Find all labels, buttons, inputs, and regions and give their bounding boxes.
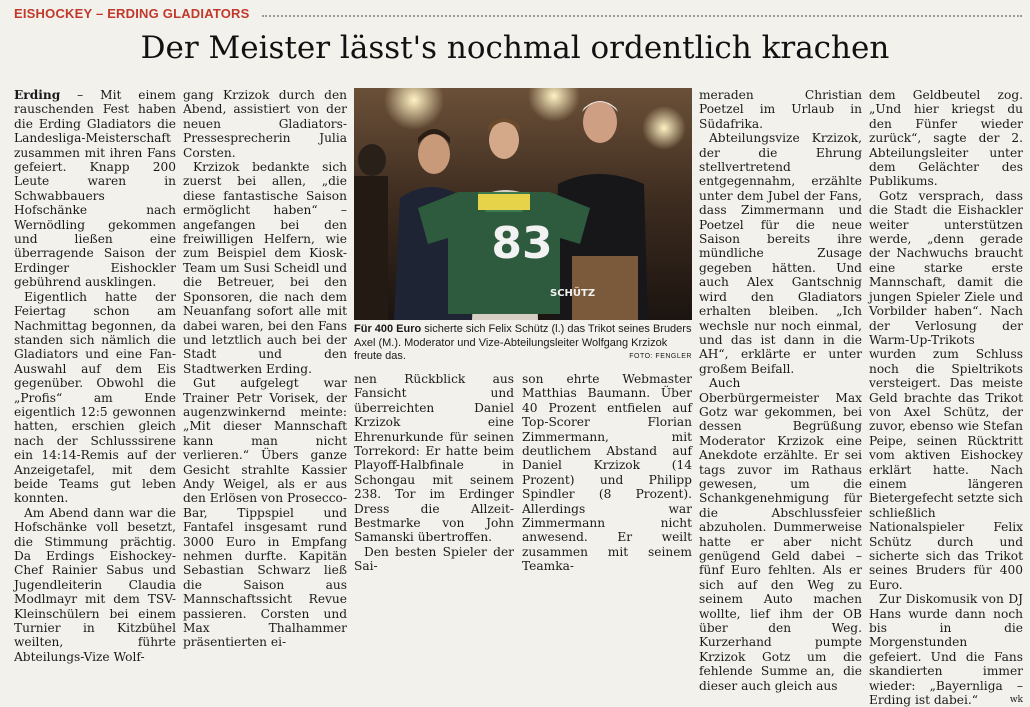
paragraph: Eigentlich hatte der Feiertag schon am Nachmittag begonnen, da standen sich nämlich die Gladiators und eine Fan-Auswahl auf dem Eis gegenüber. Obwohl die „Profis“ am Ende eigentlich 12:5 gewonnen hatten, erschien gleich nach der Schlusssirene ein 14:14-Remis auf der Anzeigetafel, mit dem beide Teams gut leben konnten. — [14, 289, 176, 506]
paragraph: dem Geldbeutel zog. „Und hier kriegst du den Fünfer wieder zurück“, sagte der 2. Abteilungsleiter unter dem Gelächter des Publikums. — [869, 88, 1023, 189]
paragraph: Zur Diskomusik von DJ Hans wurde dann noch bis in die Morgenstunden gefeiert. Und die Fans skandierten immer wieder: „Bayernliga – Erding ist dabei.“ wk — [869, 592, 1023, 707]
paragraph: meraden Christian Poetzel im Urlaub in Südafrika. — [699, 88, 862, 131]
article-headline: Der Meister lässt's nochmal ordentlich krachen — [140, 30, 890, 66]
paragraph: son ehrte Webmaster Matthias Baumann. Über 40 Prozent entfielen auf Top-Scorer Florian Zimmermann, mit deutlichem Abstand auf Daniel Krzizok (14 Prozent) und Philipp Spindler (8 Prozent). Allerdings war Zimmermann nicht anwesend. Er weilt zusammen mit seinem Teamka- — [522, 372, 692, 574]
paragraph: Abteilungsvize Krzizok, der die Ehrung stellvertretend entgegennahm, erzählte unter dem Jubel der Fans, dass Zimmermann und Poetzel für die neue Saison bereits ihre mündliche Zusage gegeben hätten. Und auch Alex Gantschnig wird den Gladiators erhalten bleiben. „Ich wechsle nur noch einmal, und das ist dann in die AH“, erklärte er unter großem Beifall. — [699, 131, 862, 376]
caption-text: sicherte sich Felix Schütz (l.) das Trikot seines Bruders Axel (M.). Moderator und Vize-Abteilungsleiter Wolfgang Krzizok freute das. — [354, 323, 692, 362]
photo-caption — [354, 323, 692, 364]
dateline: Erding — [14, 88, 61, 102]
paragraph: Den besten Spieler der Sai- — [354, 544, 514, 574]
paragraph: Krzizok bedankte sich zuerst bei allen, „die diese fantastische Saison ermöglicht haben“ – angefangen bei den freiwilligen Helfern, wie zum Beispiel dem Kiosk-Team um Susi Scheidl und die Betreuer, bei den Sponsoren, die nach dem Neuanfang sofort alle mit dabei waren, bei den Fans und letztlich auch bei der Stadt und den Stadtwerken Erding. — [183, 160, 347, 376]
paragraph: nen Rückblick aus Fansicht und überreichten Daniel Krzizok eine Ehrenurkunde für seinen Torrekord: Er hatte beim Playoff-Halbfinale in Schongau mit seinem 238. Tor im Erdinger Dress die Allzeit-Bestmarke von John Samanski übertroffen. — [354, 372, 514, 545]
photo-illustration — [354, 88, 692, 320]
author-signature: wk — [1009, 695, 1023, 706]
article-column-3 — [354, 372, 514, 574]
paragraph: gang Krzizok durch den Abend, assistiert von der neuen Gladiators-Pressesprecherin Julia Corsten. — [183, 88, 347, 160]
article-column-6 — [869, 88, 1023, 707]
article-column-2 — [183, 88, 347, 650]
article-column-5 — [699, 88, 862, 693]
section-rubric: EISHOCKEY – ERDING GLADIATORS — [14, 6, 250, 21]
paragraph: Am Abend dann war die Hofschänke voll besetzt, die Stimmung prächtig. Da Erdings Eishockey-Chef Rainier Sabus und Jugendleiterin Claudia Modlmayr mit dem TSV-Kleinschülern bei einem Turnier in Kitzbühel weilten, führte Abteilungs-Vize Wolf- — [14, 505, 176, 664]
dotted-rule — [262, 15, 1022, 17]
paragraph: Erding – Mit einem rauschenden Fest haben die Erding Gladiators die Landesliga-Meisterschaft zusammen mit ihren Fans gefeiert. Knapp 200 Leute waren in Schwabbauers Hofschänke nach Wernödling gekommen und ließen eine überragende Saison der Erdinger Eishockler gebührend ausklingen. — [14, 88, 176, 290]
paragraph: Auch Oberbürgermeister Max Gotz war gekommen, bei dessen Begrüßung Moderator Krzizok eine Anekdote erzählte. Er sei tags zuvor im Rathaus gewesen, um die Schankgenehmigung für die Abschlussfeier abzuholen. Dummerweise hatte er aber nicht genügend Geld dabei – fünf Euro fehlten. Als er sich auf den Weg zu seinem Auto machen wollte, lief ihm der OB über den Weg. Kurzerhand pumpte Krzizok Gotz um die fehlende Summe an, die dieser auch gleich aus — [699, 376, 862, 693]
article-photo — [354, 88, 692, 320]
caption-lead: Für 400 Euro — [354, 323, 422, 335]
article-column-1 — [14, 88, 176, 664]
article-column-4 — [522, 372, 692, 574]
paragraph: Gotz versprach, dass die Stadt die Eishackler weiter unterstützen werde, „denn gerade der Nachwuchs braucht eine starke erste Mannschaft, damit die jungen Spieler Ziele und Vorbilder haben“. Nach der Verlosung der Warm-Up-Trikots wurden zum Schluss noch die Spieltrikots versteigert. Das meiste Geld brachte das Trikot von Axel Schütz, der zuvor, ebenso wie Stefan Peipe, seinen Rücktritt vom aktiven Eishockey erklärt hatte. Nach einem längeren Bietergefecht setzte sich schließlich Nationalspieler Felix Schütz durch und sicherte sich das Trikot seines Bruders für 400 Euro. — [869, 188, 1023, 592]
jersey-name: SCHÜTZ — [550, 288, 596, 299]
section-header — [14, 6, 1022, 22]
photo-credit: FOTO: FENGLER — [629, 353, 692, 360]
paragraph: Gut aufgelegt war Trainer Petr Vorisek, der augenzwinkernd meinte: „Mit dieser Mannschaft kann man nicht verlieren.“ Übers ganze Gesicht strahlte Kassier Andy Weigel, als er aus den Erlösen von Prosecco-Bar, Tippspiel und Fantafel insgesamt rund 3000 Euro in Empfang nehmen durfte. Kapitän Sebastian Schwarz ließ die Saison aus Mannschaftssicht Revue passieren. Corsten und Max Thalhammer präsentierten ei- — [183, 376, 347, 650]
jersey-number: 83 — [491, 218, 553, 269]
